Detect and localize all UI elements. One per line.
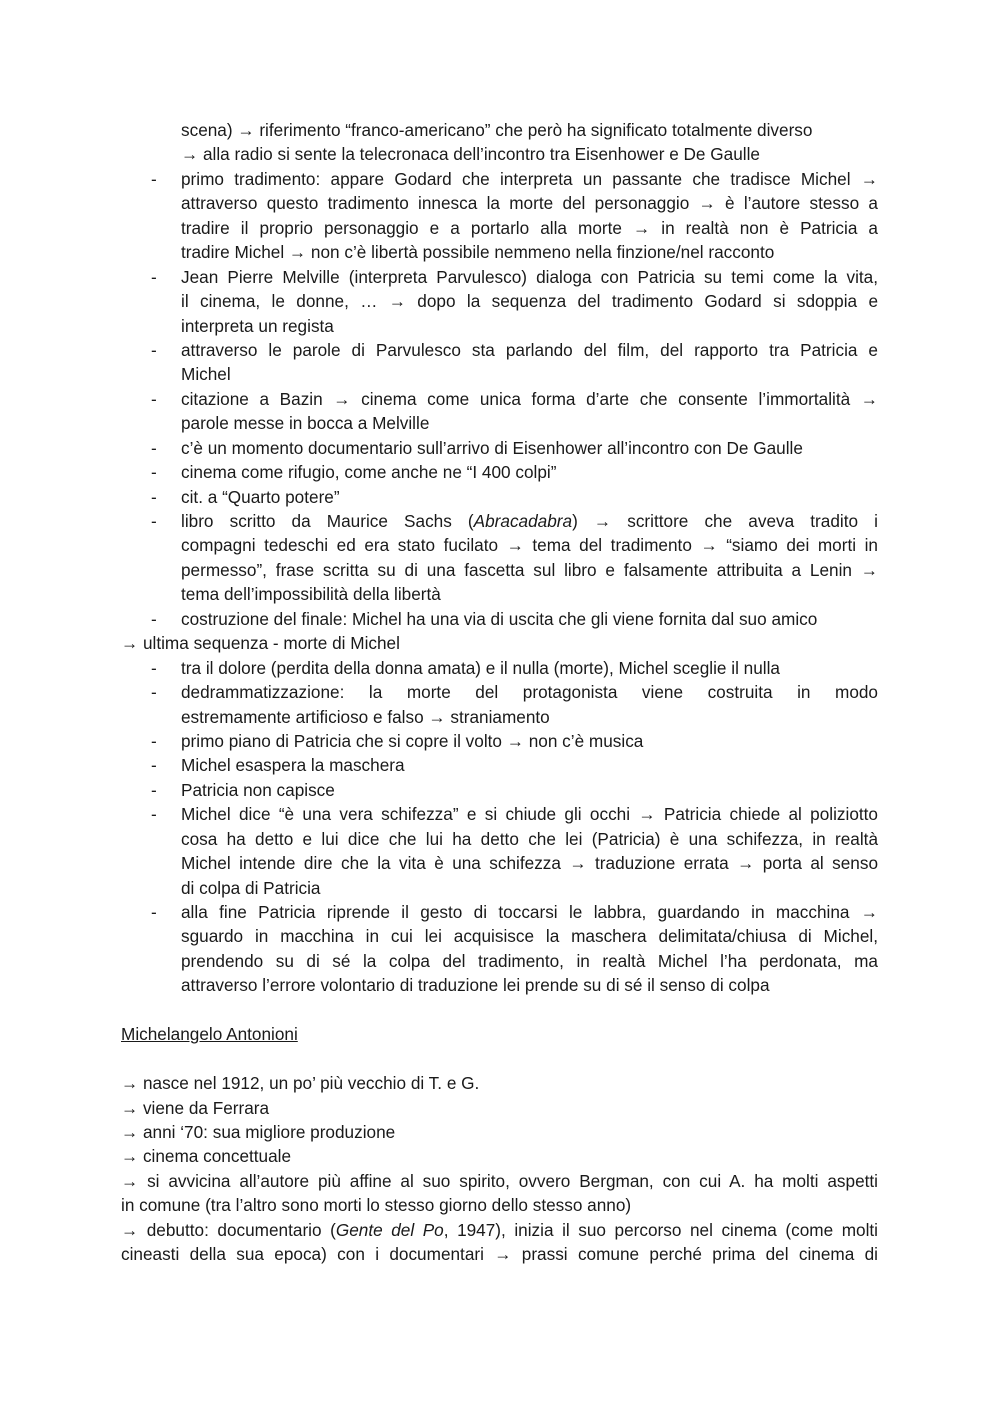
text-line: prendendo su di sé la colpa del tradimento, in realtà Michel l’ha perdonata, ma	[181, 950, 878, 971]
list-item	[121, 265, 878, 338]
text-line: citazione a Bazin → cinema come unica forma d’arte che consente l’immortalità →	[181, 388, 878, 409]
text-line: alla fine Patricia riprende il gesto di toccarsi le labbra, guardando in macchina →	[181, 902, 878, 922]
text-line: il cinema, le donne, … → dopo la sequenza del tradimento Godard si sdoppia e	[181, 291, 878, 312]
text-line: Patricia non capisce	[181, 779, 335, 800]
list-item	[121, 509, 878, 607]
bullet-dash: -	[151, 657, 157, 678]
list-item	[121, 436, 878, 460]
list-item	[121, 656, 878, 680]
text-line: Michel intende dire che la vita è una schifezza → traduzione errata → porta al senso	[181, 853, 878, 874]
section-line: → ultima sequenza - morte di Michel	[121, 633, 400, 654]
text-line: costruzione del finale: Michel ha una via di uscita che gli viene fornita dal suo amico	[181, 608, 818, 629]
text-line: attraverso le parole di Parvulesco sta parlando del film, del rapporto tra Patricia e	[181, 339, 878, 360]
text-line: attraverso questo tradimento innesca la morte del personaggio → è l’autore stesso a	[181, 193, 878, 214]
list-item	[121, 680, 878, 729]
text-line: parole messe in bocca a Melville	[181, 413, 430, 434]
bullet-dash: -	[151, 779, 157, 800]
text-line: sguardo in macchina in cui lei acquisisce la maschera delimitata/chiusa di Michel,	[181, 926, 878, 947]
list-item	[121, 729, 878, 753]
text-line: attraverso l’errore volontario di traduzione lei prende su di sé il senso di colpa	[181, 975, 770, 996]
text-line: interpreta un regista	[181, 315, 334, 336]
text-line: primo tradimento: appare Godard che interpreta un passante che tradisce Michel →	[181, 168, 878, 189]
text-line: cit. a “Quarto potere”	[181, 486, 340, 507]
text-line	[121, 1218, 878, 1242]
text-line: in comune (tra l’altro sono morti lo stesso giorno dello stesso anno)	[121, 1195, 632, 1216]
bullet-dash: -	[151, 486, 157, 507]
text-line: Michel esaspera la maschera	[181, 755, 405, 776]
bullet-dash: -	[151, 902, 157, 922]
text-span: libro scritto da Maurice Sachs (	[181, 511, 474, 531]
text-line: estremamente artificioso e falso → straniamento	[181, 706, 550, 727]
bullet-dash: -	[151, 437, 157, 458]
text-line: Michel dice “è una vera schifezza” e si chiude gli occhi → Patricia chiede al poliziotto	[181, 804, 878, 825]
text-line: di colpa di Patricia	[181, 877, 321, 898]
text-line: Michel	[181, 364, 231, 385]
document-page	[121, 118, 878, 1267]
list-item	[121, 338, 878, 387]
text-line: tema dell’impossibilità della libertà	[181, 584, 441, 605]
bullet-dash: -	[151, 339, 157, 360]
bullet-dash: -	[151, 266, 157, 287]
text-line: → nasce nel 1912, un po’ più vecchio di T. e G.	[121, 1073, 480, 1094]
text-line: permesso”, frase scritta su di una fascetta sul libro e falsamente attribuita a Lenin →	[181, 559, 878, 580]
spacer	[121, 998, 878, 1022]
text-line: scena) → riferimento “franco-americano” che però ha significato totalmente diverso	[181, 120, 813, 140]
list-item	[121, 753, 878, 777]
text-line: → si avvicina all’autore più affine al suo spirito, ovvero Bergman, con cui A. ha molti aspetti	[121, 1170, 878, 1191]
text-line: → anni ‘70: sua migliore produzione	[121, 1121, 396, 1142]
text-span: ) → scrittore che aveva tradito i	[572, 511, 878, 531]
list-item	[121, 900, 878, 998]
list-item	[121, 607, 878, 631]
text-line: tradire il proprio personaggio e a portarlo alla morte → in realtà non è Patricia a	[181, 217, 878, 238]
text-line: dedrammatizzazione: la morte del protagonista viene costruita in modo	[181, 682, 878, 703]
bullet-dash: -	[151, 608, 157, 629]
text-line: cineasti della sua epoca) con i documentari → prassi comune perché prima del cinema di	[121, 1244, 878, 1265]
bullet-dash: -	[151, 462, 157, 483]
text-line: → viene da Ferrara	[121, 1097, 270, 1118]
list-item	[121, 387, 878, 436]
text-line: compagni tedeschi ed era stato fucilato → tema del tradimento → “siamo dei morti in	[181, 535, 878, 556]
bullet-dash: -	[151, 511, 157, 531]
text-span: → debutto: documentario (	[121, 1219, 336, 1240]
text-line: tra il dolore (perdita della donna amata) e il nulla (morte), Michel sceglie il nulla	[181, 657, 780, 678]
list-item	[121, 460, 878, 484]
book-title: Abracadabra	[473, 511, 573, 531]
bullet-dash: -	[151, 804, 157, 825]
text-line: cosa ha detto e lui dice che lui ha detto che lei (Patricia) è una schifezza, in realtà	[181, 828, 878, 849]
bullet-dash: -	[151, 168, 157, 189]
list-item	[121, 485, 878, 509]
text-line: cinema come rifugio, come anche ne “I 400 colpi”	[181, 462, 557, 483]
text-line: tradire Michel → non c’è libertà possibile nemmeno nella finzione/nel racconto	[181, 242, 775, 263]
text-line: c’è un momento documentario sull’arrivo di Eisenhower all’incontro con De Gaulle	[181, 437, 803, 458]
list-item	[121, 167, 878, 265]
text-span: , 1947), inizia il suo percorso nel cinema (come molti	[443, 1219, 878, 1240]
section-heading: Michelangelo Antonioni	[121, 1024, 298, 1045]
text-line: primo piano di Patricia che si copre il volto → non c’è musica	[181, 730, 644, 751]
list-item	[121, 778, 878, 802]
spacer	[121, 1047, 878, 1071]
text-line: Jean Pierre Melville (interpreta Parvulesco) dialoga con Patricia su temi come la vita,	[181, 266, 878, 287]
text-line	[121, 509, 878, 533]
bullet-dash: -	[151, 730, 157, 751]
text-line: → cinema concettuale	[121, 1146, 292, 1167]
bullet-dash: -	[151, 388, 157, 409]
bullet-dash: -	[151, 682, 157, 703]
bullet-dash: -	[151, 755, 157, 776]
film-title: Gente del Po	[335, 1219, 444, 1240]
text-line: → alla radio si sente la telecronaca dell’incontro tra Eisenhower e De Gaulle	[181, 144, 760, 165]
list-item	[121, 802, 878, 900]
